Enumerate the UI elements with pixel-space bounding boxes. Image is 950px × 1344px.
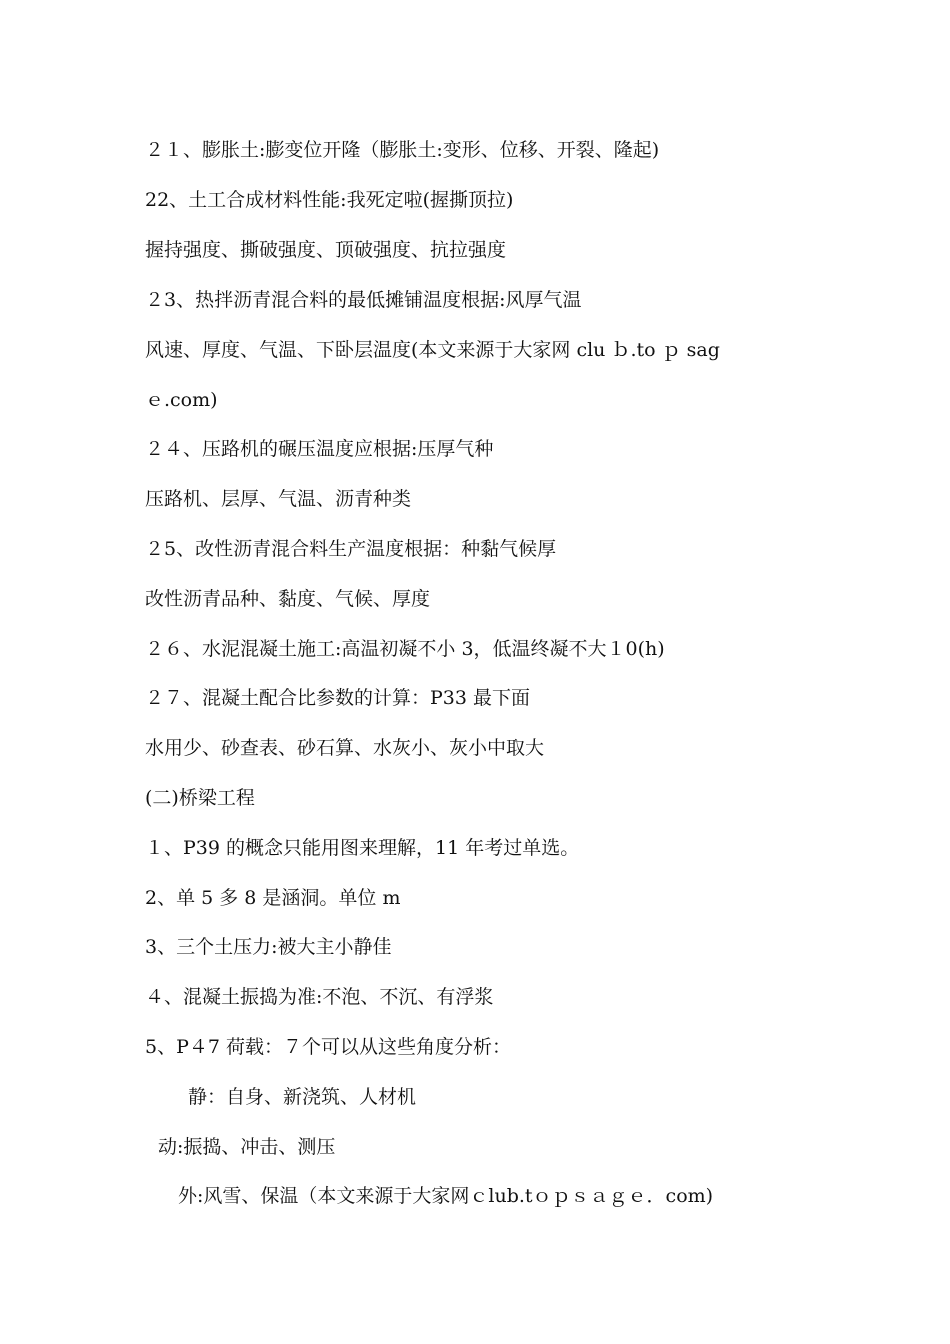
text-line-mix-ratio: ２７、混凝土配合比参数的计算：P33 最下面 bbox=[145, 687, 531, 709]
text-line-loads: 5、P４7 荷载：７个可以从这些角度分析： bbox=[145, 1036, 512, 1058]
text-line-mix-ratio-rule: 水用少、砂查表、砂石算、水灰小、灰小中取大 bbox=[145, 737, 545, 759]
text-line-paving-factors-cont: ｅ.com) bbox=[145, 389, 218, 411]
text-line-modified-asphalt-factors: 改性沥青品种、黏度、气候、厚度 bbox=[145, 588, 431, 610]
text-line-cement-concrete: ２６、水泥混凝土施工:高温初凝不小 3，低温终凝不大１0(h) bbox=[145, 638, 665, 660]
text-line-static-loads: 静：自身、新浇筑、人材机 bbox=[188, 1086, 417, 1108]
text-line-roller-temperature: ２４、压路机的碾压温度应根据:压厚气种 bbox=[145, 438, 494, 460]
text-line-paving-temperature: ２3、热拌沥青混合料的最低摊铺温度根据:风厚气温 bbox=[145, 289, 582, 311]
text-line-vibration: ４、混凝土振捣为准:不泡、不沉、有浮浆 bbox=[145, 986, 494, 1008]
text-line-paving-factors: 风速、厚度、气温、下卧层温度(本文来源于大家网 clu ｂ.to ｐ sag bbox=[145, 339, 720, 361]
text-line-p39: １、P39 的概念只能用图来理解，11 年考过单选。 bbox=[145, 837, 580, 859]
text-line-culvert: 2、单 5 多 8 是涵洞。单位 m bbox=[145, 887, 401, 909]
text-line-roller-factors: 压路机、层厚、气温、沥青种类 bbox=[145, 488, 412, 510]
text-line-geosynthetics: 22、土工合成材料性能:我死定啦(握撕顶拉) bbox=[145, 189, 514, 211]
text-line-external-loads: 外:风雪、保温（本文来源于大家网ｃlub.tｏｐｓａｇｅ．com) bbox=[178, 1185, 714, 1207]
text-line-dynamic-loads: 动:振捣、冲击、测压 bbox=[158, 1136, 336, 1158]
section-heading-bridge: (二)桥梁工程 bbox=[145, 787, 255, 809]
text-line-modified-asphalt: ２5、改性沥青混合料生产温度根据：种黏气候厚 bbox=[145, 538, 557, 560]
text-line-earth-pressure: 3、三个土压力:被大主小静佳 bbox=[145, 936, 392, 958]
text-line-strengths: 握持强度、撕破强度、顶破强度、抗拉强度 bbox=[145, 239, 507, 261]
text-line-expansive-soil: ２１、膨胀土:膨变位开隆（膨胀土:变形、位移、开裂、隆起) bbox=[145, 139, 660, 161]
